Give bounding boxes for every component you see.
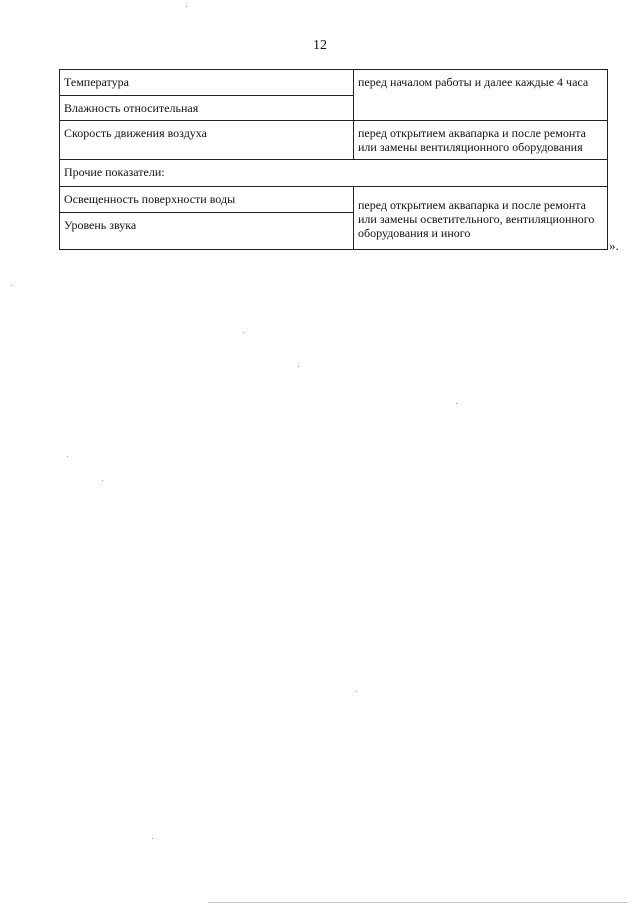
page-number: 12: [313, 38, 327, 53]
cell-temp-humidity-schedule: перед началом работы и далее каждые 4 часа: [354, 70, 608, 121]
scan-speck: [102, 480, 103, 481]
scan-speck: [67, 456, 68, 457]
cell-other-indicators: Прочие показатели:: [60, 160, 608, 187]
scan-edge-line: [208, 902, 628, 903]
cell-lighting-sound-schedule: перед открытием аквапарка и после ремонта или замены осветительного, вентиляционного оборудования и иного: [354, 187, 608, 250]
closing-quote: ».: [609, 238, 619, 253]
cell-temperature: Температура: [60, 70, 354, 96]
scan-speck: [186, 6, 187, 7]
cell-air-speed: Скорость движения воздуха: [60, 121, 354, 160]
cell-water-lighting: Освещенность поверхности воды: [60, 187, 354, 213]
cell-sound-level: Уровень звука: [60, 213, 354, 250]
scan-speck: [456, 403, 457, 404]
scan-speck: [243, 332, 244, 333]
scan-speck: [11, 285, 12, 286]
table-row: [60, 70, 608, 96]
table-row: [60, 121, 608, 160]
table-row: [60, 160, 608, 187]
cell-humidity: Влажность относительная: [60, 96, 354, 121]
cell-air-speed-schedule: перед открытием аквапарка и после ремонта или замены вентиляционного оборудования: [354, 121, 608, 160]
table-row: [60, 187, 608, 213]
scan-speck: [298, 366, 299, 367]
scan-speck: [356, 691, 357, 692]
monitoring-table: [59, 69, 608, 250]
scan-speck: [152, 838, 153, 839]
